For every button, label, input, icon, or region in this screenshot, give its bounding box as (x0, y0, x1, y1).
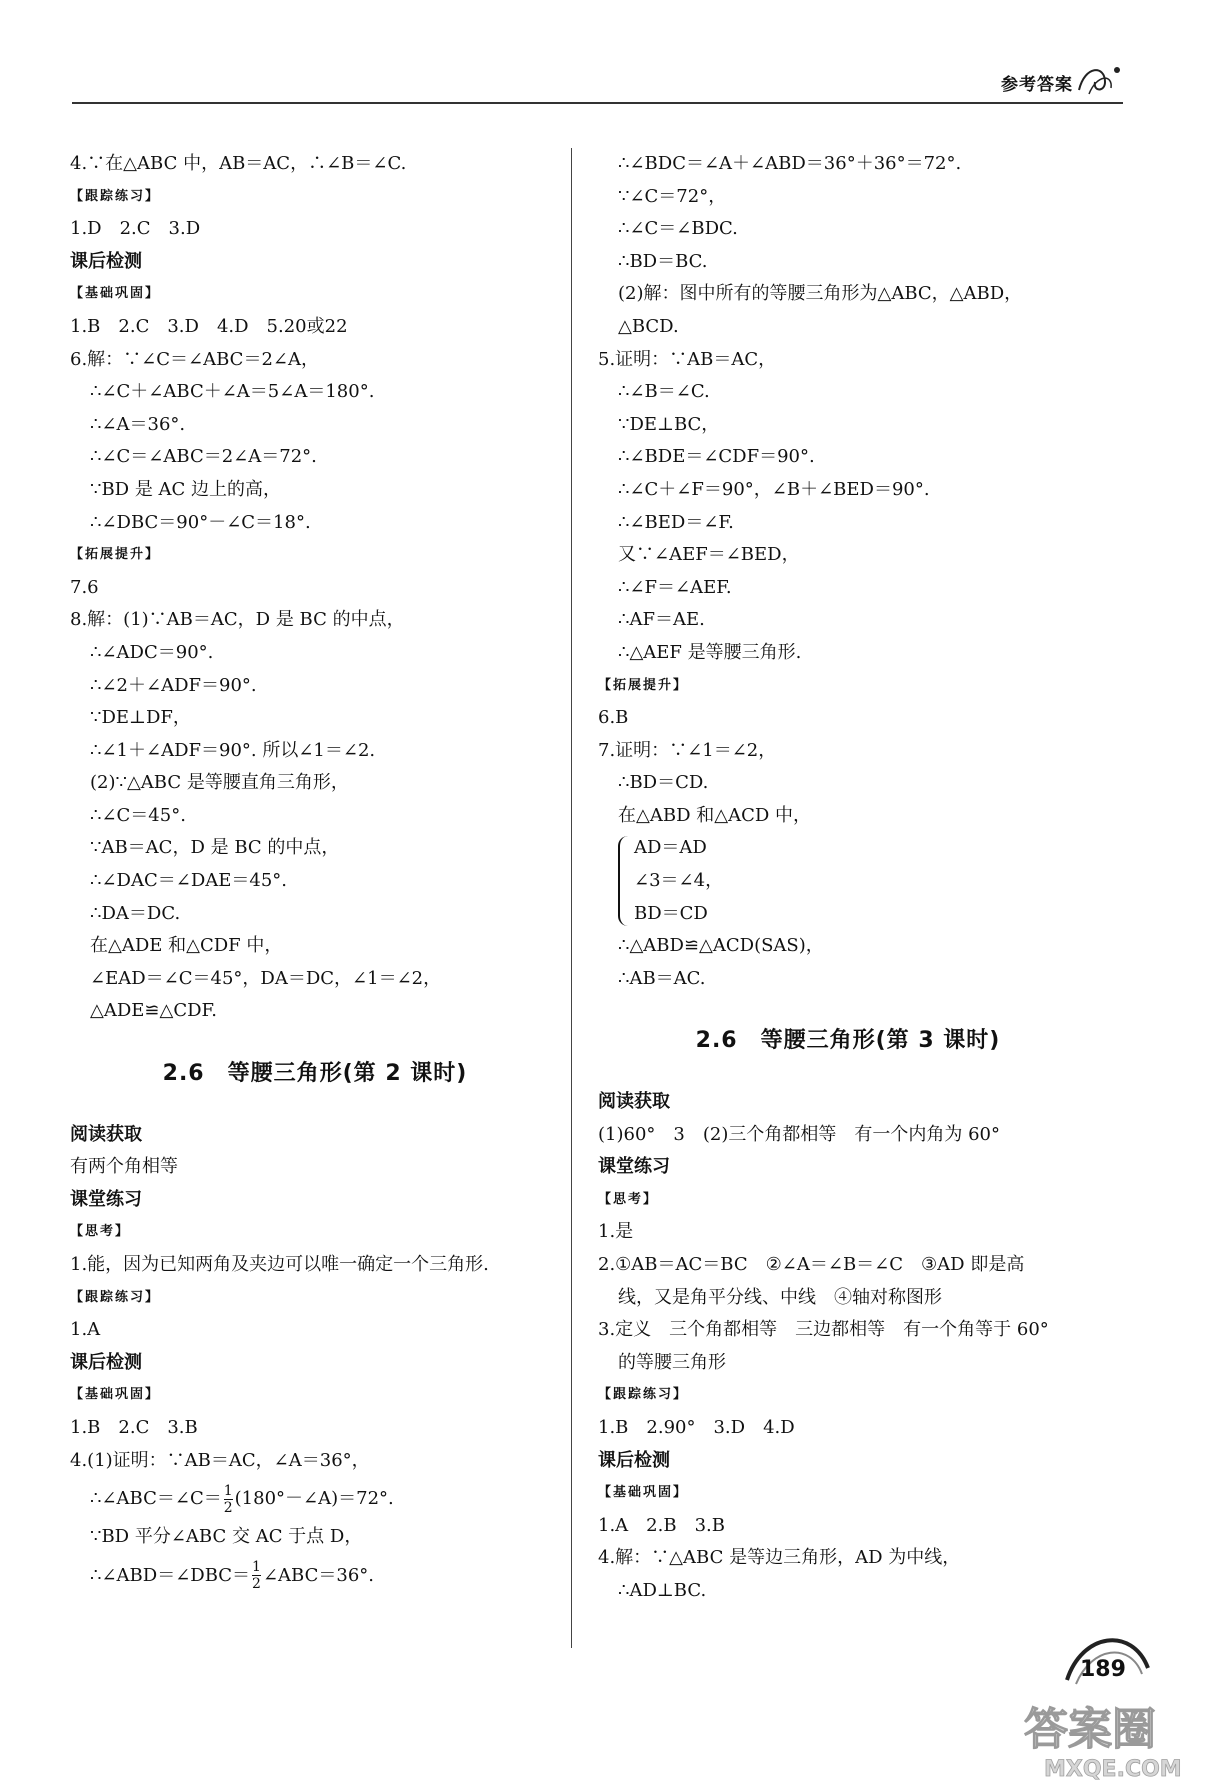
answer-line: 1.B 2.90° 3.D 4.D (598, 1416, 795, 1438)
answer-line: 在△ABD 和△ACD 中， (618, 804, 811, 826)
answer-line: 又∵∠AEF＝∠BED， (618, 544, 800, 566)
answer-line: 7.6 (70, 576, 99, 598)
text-part: ∴∠ABD＝∠DBC＝ (90, 1564, 251, 1586)
section-title-lesson-3: 2.6 等腰三角形(第 3 课时) (695, 1028, 1001, 1054)
heading-reading: 阅读获取 (598, 1091, 670, 1113)
answer-line: ∴∠ADC＝90°. (90, 641, 214, 663)
text-part: (180°－∠A)＝72°. (234, 1488, 394, 1510)
system-brace (618, 832, 1098, 930)
header-swirl-icon (1075, 60, 1121, 100)
heading-after-class: 课后检测 (70, 1351, 142, 1373)
answer-line: ∵BD 是 AC 边上的高， (90, 478, 282, 500)
text-part: ∠ABC＝36°. (262, 1564, 375, 1586)
answer-line: ∵∠C＝72°， (618, 185, 727, 207)
brace-line: AD＝AD (634, 837, 707, 859)
answer-line: 6.解：∵∠C＝∠ABC＝2∠A， (70, 348, 319, 370)
heading-after-class: 课后检测 (598, 1449, 670, 1471)
answer-line: 8.解：(1)∵AB＝AC，D 是 BC 的中点， (70, 609, 405, 631)
fraction-denominator: 2 (223, 1499, 233, 1516)
header-rule (72, 102, 1123, 104)
tag-tracking-practice: 【跟踪练习】 (70, 1289, 161, 1305)
page-number: 189 (1080, 1657, 1126, 1682)
left-brace-icon (618, 836, 632, 926)
answer-line: 1.A (70, 1319, 101, 1341)
answer-line: 的等腰三角形 (618, 1351, 726, 1373)
tag-extension: 【拓展提升】 (598, 677, 689, 693)
tag-thinking: 【思考】 (598, 1191, 659, 1207)
heading-classroom: 课堂练习 (598, 1156, 670, 1178)
answer-line: ∴∠C＝∠BDC. (618, 218, 738, 240)
answer-line: 4.∵在△ABC 中，AB＝AC，∴∠B＝∠C. (70, 153, 407, 174)
answer-line: ∵DE⊥DF， (90, 707, 191, 729)
answer-line: ∴∠C＋∠F＝90°，∠B＋∠BED＝90°. (618, 478, 930, 500)
tag-extension: 【拓展提升】 (70, 547, 161, 563)
answer-line: ∴AD⊥BC. (618, 1579, 707, 1601)
tag-tracking-practice: 【跟踪练习】 (70, 188, 161, 204)
answer-line: ∴△AEF 是等腰三角形. (618, 641, 802, 663)
answer-line: ∴∠BED＝∠F. (618, 511, 734, 533)
heading-reading: 阅读获取 (70, 1123, 142, 1145)
brace-line: ∠3＝∠4， (634, 870, 724, 892)
answer-line: ∴BD＝BC. (618, 250, 708, 272)
heading-classroom: 课堂练习 (70, 1188, 142, 1210)
answer-line: 1.能，因为已知两角及夹边可以唯一确定一个三角形. (70, 1254, 489, 1275)
watermark-logo (1020, 1692, 1205, 1782)
answer-line: ∴∠F＝∠AEF. (618, 576, 732, 598)
answer-line: 7.证明：∵∠1＝∠2， (598, 739, 777, 761)
answer-line-with-fraction (70, 1554, 560, 1598)
answer-line: ∴∠DAC＝∠DAE＝45°. (90, 870, 288, 892)
answer-line: ∠EAD＝∠C＝45°，DA＝DC，∠1＝∠2， (90, 967, 442, 989)
answer-line: 4.(1)证明：∵AB＝AC，∠A＝36°， (70, 1449, 370, 1471)
fraction-numerator: 1 (223, 1482, 233, 1499)
section-title-lesson-2: 2.6 等腰三角形(第 2 课时) (162, 1061, 468, 1087)
answer-line: ∴∠B＝∠C. (618, 381, 710, 403)
answer-line: ∴AB＝AC. (618, 967, 706, 989)
answer-line: ∴∠C＋∠ABC＋∠A＝5∠A＝180°. (90, 381, 375, 403)
answer-line: ∴△ABD≌△ACD(SAS)， (618, 935, 824, 957)
answer-line: ∵DE⊥BC， (618, 413, 720, 435)
fraction (252, 1559, 261, 1592)
answer-line: 1.B 2.C 3.D 4.D 5.20或22 (70, 315, 348, 337)
text-part: ∴∠ABC＝∠C＝ (90, 1488, 222, 1510)
fraction-denominator: 2 (252, 1576, 261, 1593)
answer-line: 2.①AB＝AC＝BC ②∠A＝∠B＝∠C ③AD 即是高 (598, 1254, 1025, 1275)
tag-thinking: 【思考】 (70, 1224, 131, 1240)
answer-line: ∴∠BDC＝∠A＋∠ABD＝36°＋36°＝72°. (618, 153, 962, 174)
left-column (70, 148, 560, 1598)
answer-line: (2)解：图中所有的等腰三角形为△ABC，△ABD， (618, 283, 1023, 305)
answer-line: ∵BD 平分∠ABC 交 AC 于点 D， (90, 1526, 363, 1548)
answer-line: ∴∠DBC＝90°－∠C＝18°. (90, 511, 311, 533)
answer-line: ∴DA＝DC. (90, 902, 181, 924)
answer-line: 1.A 2.B 3.B (598, 1514, 725, 1536)
answer-line: ∴∠BDE＝∠CDF＝90°. (618, 446, 815, 468)
answer-line: ∴∠1＋∠ADF＝90°. 所以∠1＝∠2. (90, 739, 376, 761)
answer-line: 1.是 (598, 1221, 634, 1243)
answer-line: 3.定义 三个角都相等 三边都相等 有一个角等于 60° (598, 1319, 1049, 1341)
answer-line: 4.解：∵△ABC 是等边三角形，AD 为中线， (598, 1547, 961, 1569)
header-label: 参考答案 (1001, 75, 1073, 95)
answer-line: (2)∵△ABC 是等腰直角三角形， (90, 772, 349, 794)
answer-line: 5.证明：∵AB＝AC， (598, 348, 777, 370)
answer-line: 线，又是角平分线、中线 ④轴对称图形 (618, 1286, 942, 1308)
fraction (224, 1483, 233, 1516)
tag-tracking-practice: 【跟踪练习】 (598, 1387, 689, 1403)
answer-line: ∴∠C＝∠ABC＝2∠A＝72°. (90, 446, 317, 468)
answer-line: ∴∠2＋∠ADF＝90°. (90, 674, 257, 696)
answer-line-with-fraction (70, 1477, 560, 1521)
answer-line: 1.B 2.C 3.B (70, 1416, 198, 1438)
tag-basic: 【基础巩固】 (598, 1485, 689, 1501)
answer-line: ∵AB＝AC，D 是 BC 的中点， (90, 837, 340, 859)
answer-line: ∴∠C＝45°. (90, 804, 186, 826)
tag-basic: 【基础巩固】 (70, 286, 161, 302)
right-column (598, 148, 1098, 1608)
answer-line: 1.D 2.C 3.D (70, 218, 201, 240)
tag-basic: 【基础巩固】 (70, 1387, 161, 1403)
answer-line: ∴BD＝CD. (618, 772, 709, 794)
answer-line: ∴AF＝AE. (618, 609, 705, 631)
brace-line: BD＝CD (634, 902, 708, 924)
fraction-numerator: 1 (252, 1559, 261, 1576)
answer-line: △BCD. (618, 315, 679, 337)
svg-text:MXQE.COM: MXQE.COM (1044, 1757, 1182, 1782)
svg-text:答案圈: 答案圈 (1024, 1704, 1156, 1755)
heading-after-class: 课后检测 (70, 250, 142, 272)
answer-line: (1)60° 3 (2)三个角都相等 有一个内角为 60° (598, 1123, 1000, 1145)
answer-line: 6.B (598, 707, 629, 729)
answer-line: 在△ADE 和△CDF 中， (90, 935, 283, 957)
answer-line: ∴∠A＝36°. (90, 413, 186, 435)
answer-line: △ADE≌△CDF. (90, 1000, 217, 1022)
answer-line: 有两个角相等 (70, 1156, 178, 1178)
column-divider (571, 148, 572, 1648)
